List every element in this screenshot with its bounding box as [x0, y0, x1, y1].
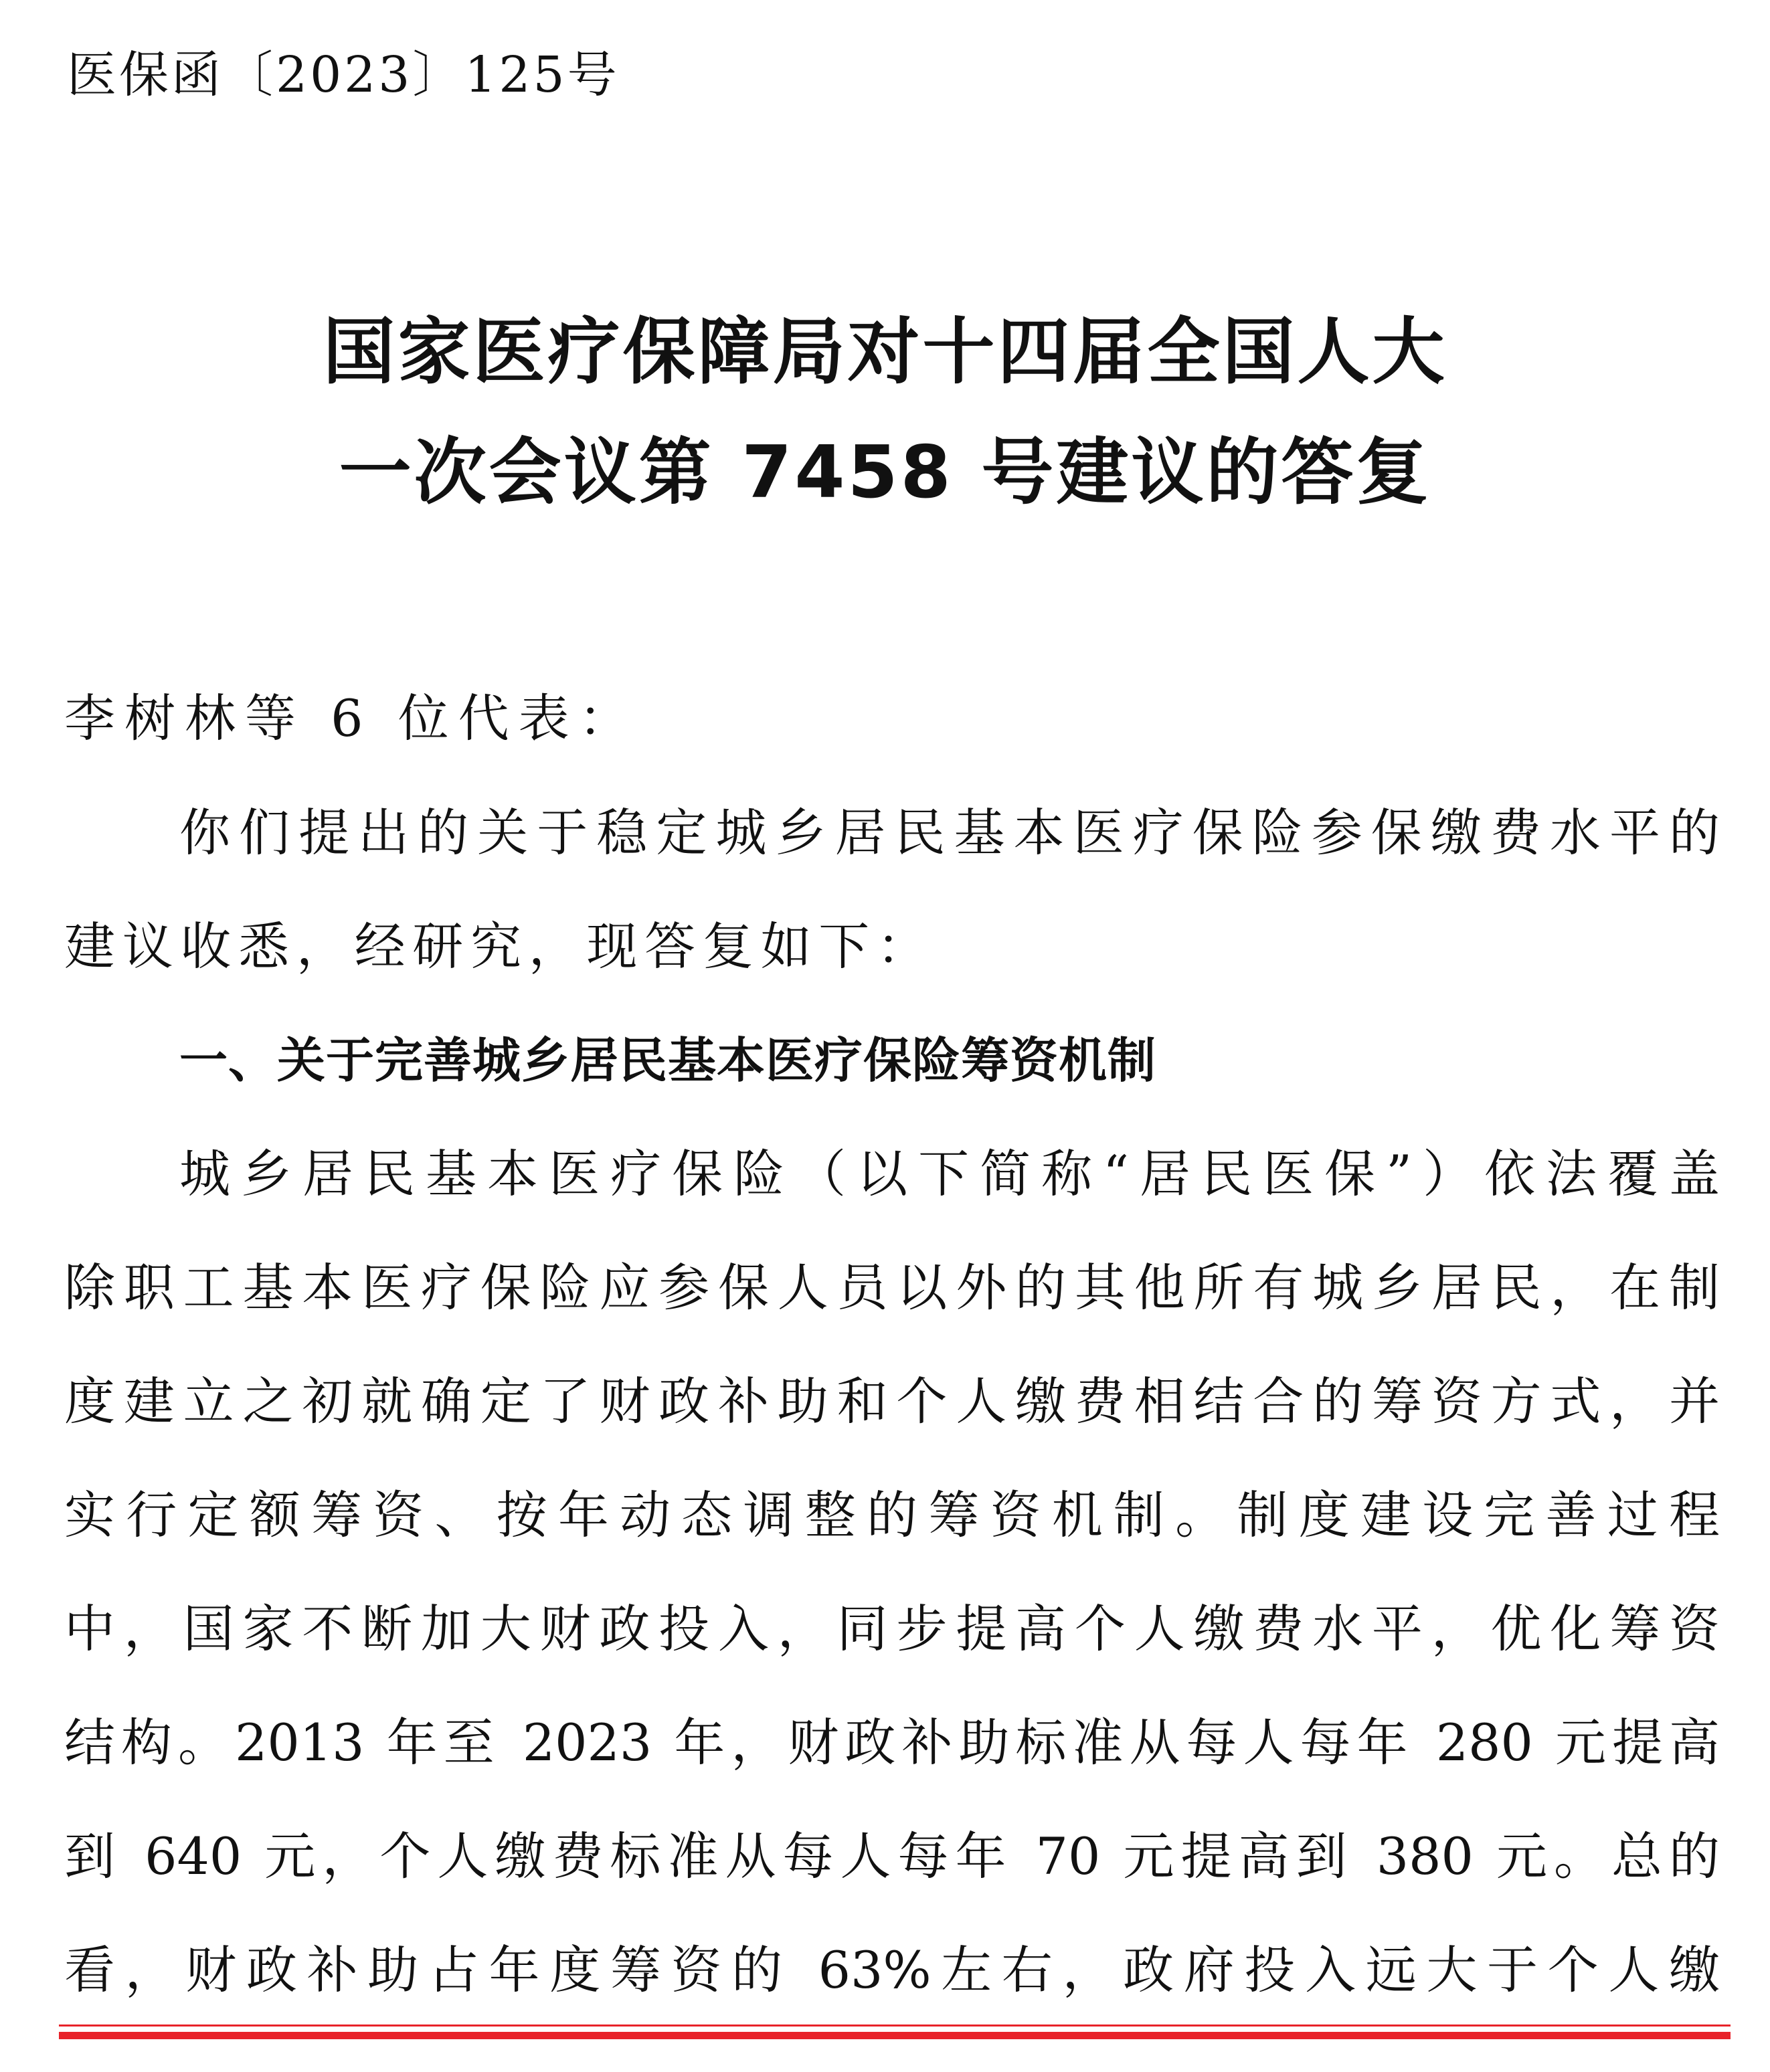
document-title-line-2: 一次会议第 7458 号建议的答复: [339, 431, 1431, 514]
section-line-4: 实行定额筹资、按年动态调整的筹资机制。制度建设完善过程: [64, 1485, 1720, 1545]
section-line-2: 除职工基本医疗保险应参保人员以外的其他所有城乡居民，在制: [64, 1258, 1720, 1317]
section-line-8: 看，财政补助占年度筹资的 63%左右，政府投入远大于个人缴: [64, 1940, 1720, 2000]
document-number: 医保函〔2023〕125号: [67, 46, 620, 104]
document-title-line-1: 国家医疗保障局对十四届全国人大: [323, 310, 1447, 394]
body-line-1: 你们提出的关于稳定城乡居民基本医疗保险参保缴费水平的: [179, 803, 1720, 862]
section-line-6: 结构。2013 年至 2023 年，财政补助标准从每人每年 280 元提高: [64, 1713, 1720, 1772]
section-line-3: 度建立之初就确定了财政补助和个人缴费相结合的筹资方式，并: [64, 1372, 1720, 1431]
footer-rule-thin: [59, 2024, 1731, 2027]
section-heading: 一、关于完善城乡居民基本医疗保险筹资机制: [179, 1032, 1157, 1089]
salutation: 李树林等 6 位代表：: [64, 688, 639, 748]
body-line-2: 建议收悉，经研究，现答复如下：: [64, 917, 927, 976]
section-line-7: 到 640 元，个人缴费标准从每人每年 70 元提高到 380 元。总的: [64, 1826, 1720, 1886]
footer-rule-thick: [59, 2032, 1731, 2039]
section-line-5: 中，国家不断加大财政投入，同步提高个人缴费水平，优化筹资: [64, 1599, 1720, 1659]
section-line-1: 城乡居民基本医疗保险（以下简称“居民医保”）依法覆盖: [179, 1144, 1720, 1204]
